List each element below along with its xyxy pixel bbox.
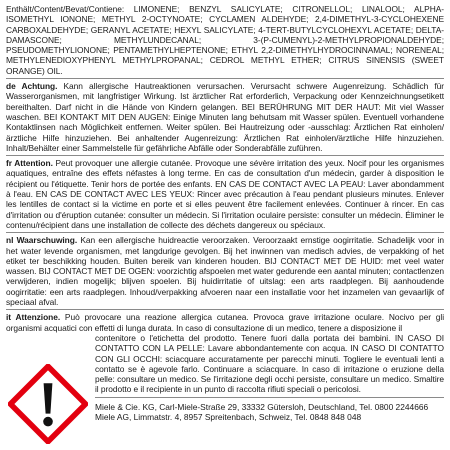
divider [95,397,444,398]
exclamation-dot [43,417,53,427]
warning-heading-it: it Attenzione. [6,312,61,323]
warning-text-it-rest: contenitore o l'etichetta del prodotto. Tenere fuori dalla portata dei bambini. IN CASO DI CONTATTO CON LA PELLE: Lavare abbondantemente con acqua. IN CASO DI CONTATTO CON GLI OCCHI: sciacquare accuratamente per parecchi minuti. Togliere le eventuali lenti a contatto se è agevole farlo. Continuare a sciacquare. In caso di irritazione o eruzione della pelle: consultare un medico. Se l'irritazione degli occhi persiste, consultare un medico. Smaltire il prodotto e il recipiente in un punto di raccolta rifiuti speciali o pericolosi. [95,332,444,395]
warning-text-de: Kann allergische Hautreaktionen verursachen. Verursacht schwere Augenreizung. Schädlich für Wasserorganismen, mit langfristiger Wirkung. Ist ärztlicher Rat erforderlich, Verpackung oder Kennzeichnungsetikett bereithalten. Darf nicht in die Hände von Kindern gelangen. BEI BERÜHRUNG MIT DER HAUT: Mit viel Wasser waschen. BEI KONTAKT MIT DEN AUGEN: Einige Minuten lang behutsam mit Wasser spülen. Eventuell vorhandene Kontaktlinsen nach Möglichkeit entfernen. Weiter spülen. Bei Hautreizung oder -ausschlag: Ärztlichen Rat einholen/ärztliche Hilfe hinzuziehen. Bei anhaltender Augenreizung: Ärztlichen Rat einholen/ärztliche Hilfe hinzuziehen. Inhalt/Behälter einer Sammelstelle für gefährliche Abfälle oder Sonderabfälle zuführen. [6,81,444,153]
divider [6,78,444,79]
warning-heading-fr: fr Attention. [6,158,53,169]
warning-nl [6,235,444,307]
warning-text-nl: Kan een allergische huidreactie veroorzaken. Veroorzaakt ernstige oogirritatie. Schadelijk voor in het water levende organismen, met langdurige gevolgen. Bij het inwinnen van medisch advies, de verpakking of het etiket ter beschikking houden. Buiten bereik van kinderen houden. BIJ CONTACT MET DE HUID: met veel water wassen. BIJ CONTACT MET DE OGEN: voorzichtig afspoelen met water gedurende een aantal minuten; contactlenzen verwijderen, indien mogelijk; blijven spoelen. Bij huidirritatie of uitslag: een arts raadplegen. Bij aanhoudende oogirritatie: een arts raadplegen. Inhoud/verpakking afvoeren naar een installatie voor het inzamelen van gevaarlijk of speciaal afval. [6,235,444,308]
warning-de [6,81,444,153]
ghs07-exclamation-mark-icon [8,364,88,444]
manufacturer-info [95,402,444,424]
warning-it [6,312,444,333]
divider [6,232,444,233]
divider [6,155,444,156]
divider [6,309,444,310]
warning-text-fr: Peut provoquer une allergie cutanée. Provoque une sévère irritation des yeux. Nocif pour les organismes aquatiques, entraîne des effets néfastes à long terme. En cas de consultation d'un médecin, garder à disposition le récipient ou l'étiquette. Tenir hors de portée des enfants. EN CAS DE CONTACT AVEC LA PEAU: Laver abondamment à l'eau. EN CAS DE CONTACT AVEC LES YEUX: Rincer avec précaution à l'eau pendant plusieurs minutes. Enlever les lentilles de contact si la victime en porte et si elles peuvent être facilement enlevées. Continuer à rincer. En cas d'irritation ou d'éruption cutanée: consulter un médecin. Si l'irritation oculaire persiste: consulter un médecin. Éliminer le contenu/récipient dans une installation de collecte des déchets dangereux ou spéciaux. [6,158,444,230]
manufacturer-ch: Miele AG, Limmatstr. 4, 8957 Spreitenbach, Schweiz, Tel. 0848 848 048 [95,412,362,423]
ingredients-list: Enthält/Content/Bevat/Contiene: LIMONENE; BENZYL SALICYLATE; CITRONELLOL; LINALOOL; ALPHA-ISOMETHYL IONONE; METHYL 2-OCTYNOATE; CYCLAMEN ALDEHYDE; 2,4-DIMETHYL-3-CYCLOHEXENE CARBOXALDEHYDE; GERANYL ACETATE; HEXYL SALICYLATE; 4-TERT-BUTYLCYCLOHEXYL ACETATE; DELTA-DAMASCONE; METHYLUNDECANAL; 3-(P-CUMENYL)-2-METHYLPROPIONALDEHYDE; PSEUDOMETHYLIONONE; PENTAMETHYLHEPTENONE; ETHYL 2,2-DIMETHYLHYDROCINNAMAL; NORENEAL; METHYLENEDIOXYPHENYL METHYLPROPANAL; CEDROL METHYL ETHER; CITRUS SINENSIS (SWEET ORANGE) OIL. [6,4,444,76]
warning-heading-nl: nl Waarschuwing. [6,235,78,246]
warning-heading-de: de Achtung. [6,81,58,92]
manufacturer-de: Miele & Cie. KG, Carl-Miele-Straße 29, 33332 Gütersloh, Deutschland, Tel. 0800 2244666 [95,401,429,412]
warning-text-it-first: Può provocare una reazione allergica cutanea. Provoca grave irritazione oculare. Nocivo per gli organismi acquatici con effetti di lunga durata. In caso di consultazione di un medico, tenere a disposizione il [6,312,445,333]
warning-fr [6,158,444,230]
